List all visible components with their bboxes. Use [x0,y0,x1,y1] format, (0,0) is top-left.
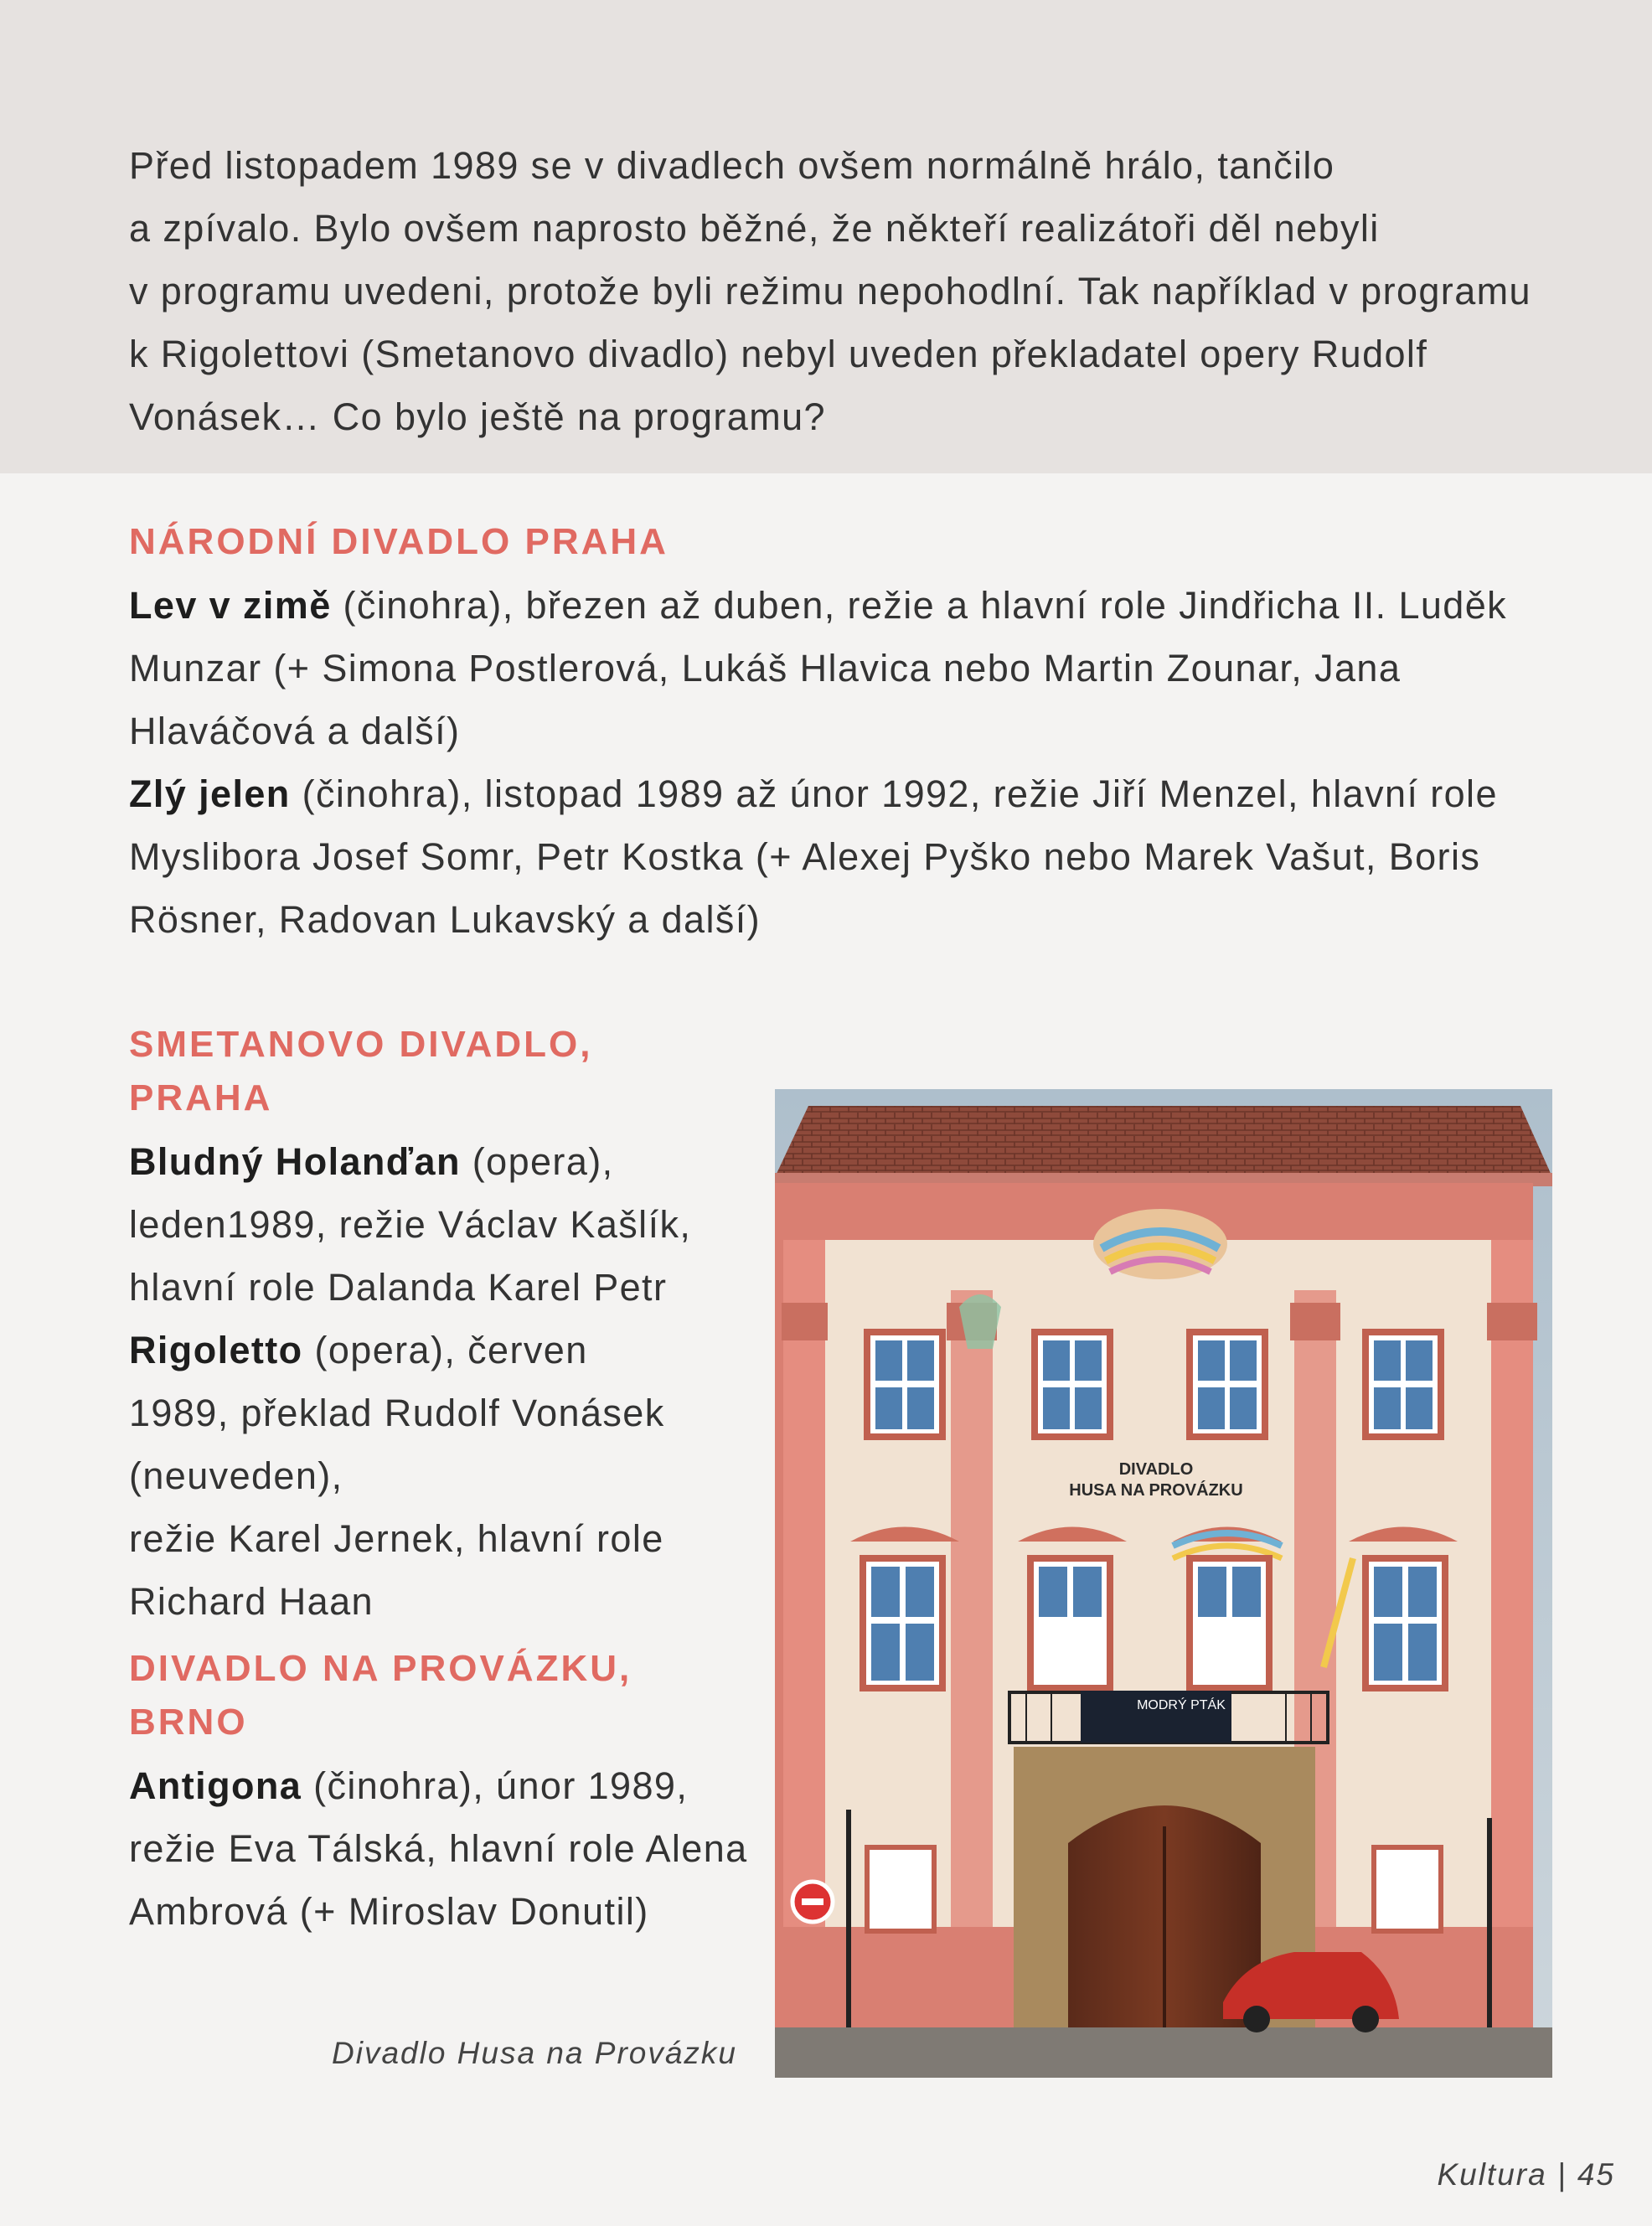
entry-text: (neuveden), [129,1454,343,1497]
entry-text: Myslibora Josef Somr, Petr Kostka (+ Alexej Pyško nebo Marek Vašut, Boris [129,835,1481,878]
entry-antigona [129,1754,749,1943]
entry-title: Antigona [129,1764,302,1807]
banner-text: MODRÝ PTÁK [1137,1698,1226,1712]
entry-text: leden1989, režie Václav Kašlík, [129,1203,692,1246]
entry-text: (opera), červen [302,1329,588,1371]
entry-title: Zlý jelen [129,772,291,815]
intro-line: Před listopadem 1989 se v divadlech ovšem normálně hrálo, tančilo [129,144,1335,187]
entry-rigoletto [129,1319,732,1633]
intro-line: Vonásek… Co bylo ještě na programu? [129,395,826,438]
entry-text: hlavní role Dalanda Karel Petr [129,1266,668,1309]
intro-line: a zpívalo. Bylo ovšem naprosto běžné, že někteří realizátoři děl nebyli [129,207,1380,250]
page-footer: Kultura | 45 [1437,2157,1615,2192]
entry-text: (opera), [460,1140,614,1183]
section-heading: NÁRODNÍ DIVADLO PRAHA [129,521,669,562]
entry-text: (činohra), listopad 1989 až únor 1992, režie Jiří Menzel, hlavní role [290,772,1498,815]
entry-text: (činohra), březen až duben, režie a hlavní role Jindřicha II. Luděk [331,584,1508,627]
intro-line: k Rigolettovi (Smetanovo divadlo) nebyl uveden překladatel opery Rudolf [129,333,1428,375]
entry-text: Hlaváčová a další) [129,710,461,752]
entry-text: režie Eva Tálská, hlavní role Alena [129,1827,748,1870]
section-divadlo-na-provazku [129,1642,749,1943]
section-heading: SMETANOVO DIVADLO, PRAHA [129,1024,593,1118]
entry-title: Rigoletto [129,1329,303,1371]
entry-text: 1989, překlad Rudolf Vonásek [129,1392,665,1434]
entry-text: Ambrová (+ Miroslav Donutil) [129,1890,649,1933]
entry-lev-v-zime [129,574,1570,762]
facade-sign-line2: HUSA NA PROVÁZKU [1069,1481,1243,1500]
entry-text: režie Karel Jernek, hlavní role [129,1517,664,1560]
facade-sign-line1: DIVADLO [1118,1460,1194,1479]
building-illustration [775,1089,1552,2078]
photo-caption: Divadlo Husa na Provázku [332,2036,737,2070]
section-narodni-divadlo [129,515,1570,951]
section-smetanovo-divadlo [129,1018,732,1633]
theatre-photo [775,1089,1552,2078]
entry-text: Rösner, Radovan Lukavský a další) [129,898,761,941]
section-heading: DIVADLO NA PROVÁZKU, BRNO [129,1648,632,1743]
entry-title: Bludný Holanďan [129,1140,461,1183]
intro-paragraph [129,134,1570,448]
entry-bludny-holandan [129,1130,732,1319]
entry-text: Munzar (+ Simona Postlerová, Lukáš Hlavica nebo Martin Zounar, Jana [129,647,1402,689]
entry-zly-jelen [129,762,1570,951]
entry-title: Lev v zimě [129,584,332,627]
entry-text: (činohra), únor 1989, [302,1764,689,1807]
intro-line: v programu uvedeni, protože byli režimu nepohodlní. Tak například v programu [129,270,1531,312]
entry-text: Richard Haan [129,1580,374,1623]
